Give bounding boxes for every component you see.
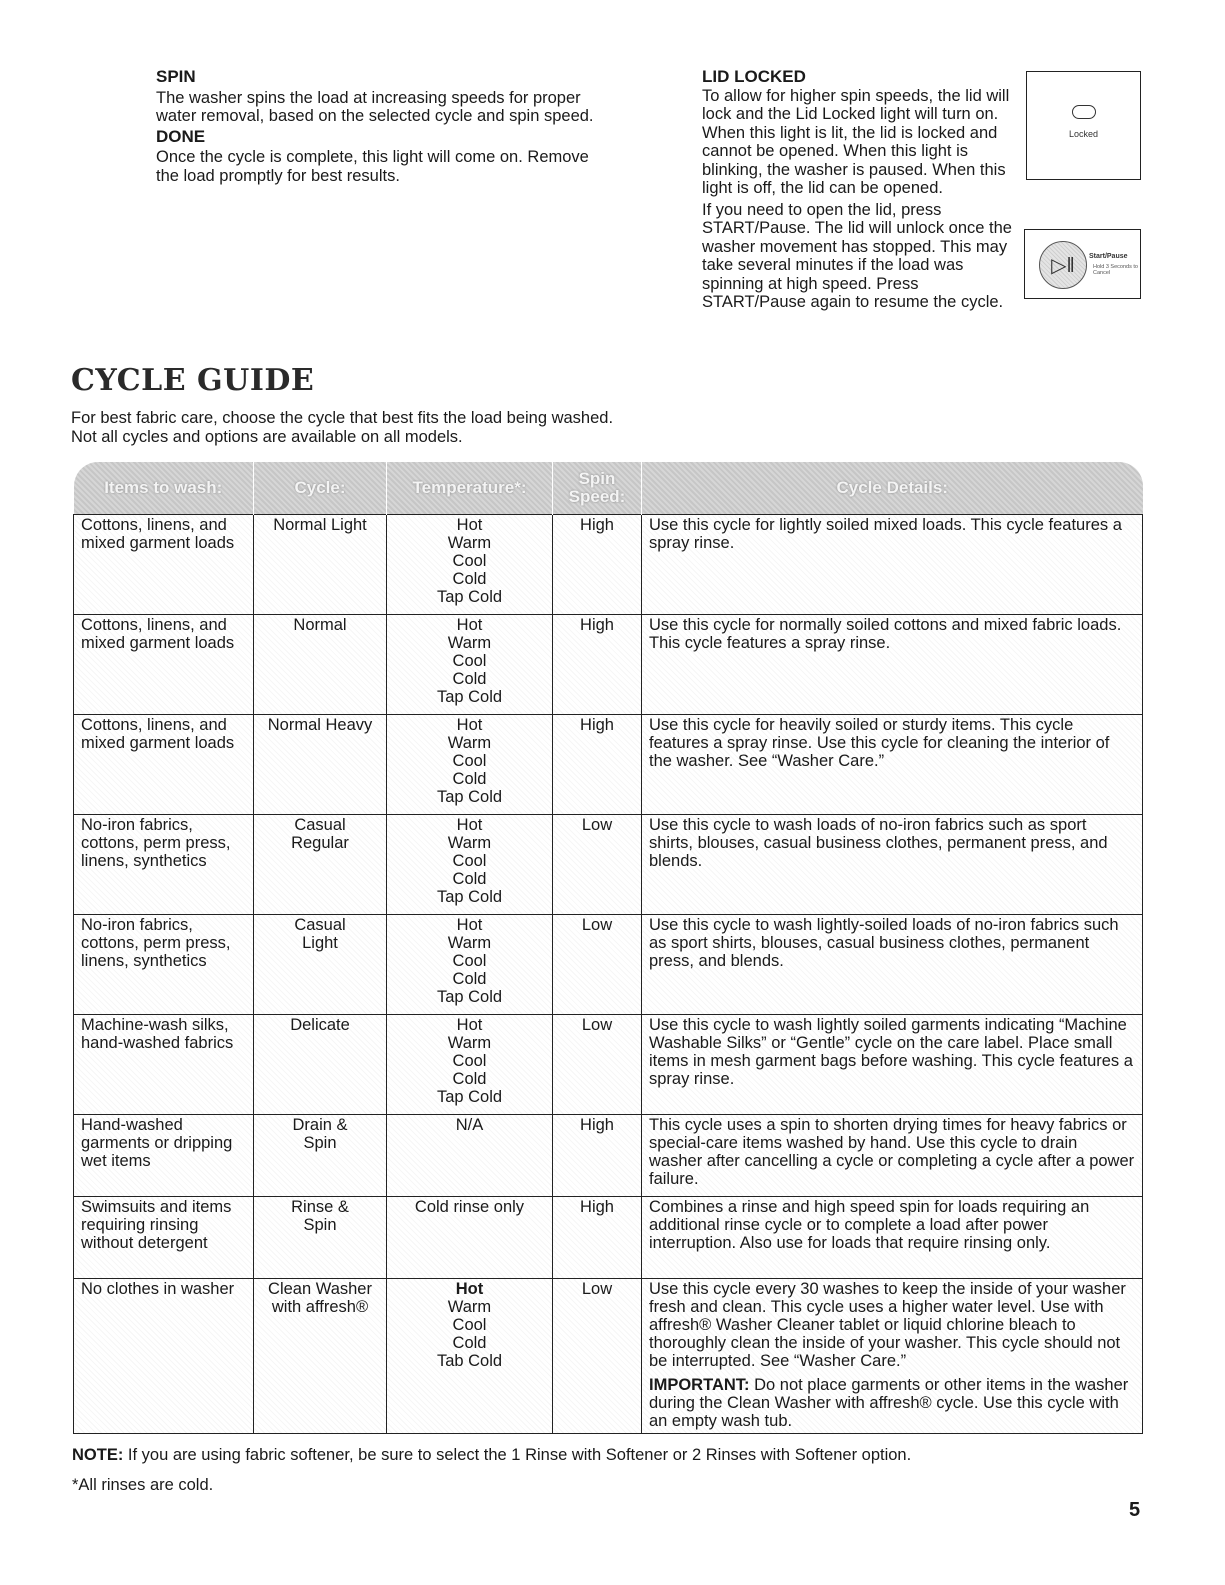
cell-details: Use this cycle to wash lightly-soiled loads of no-iron fabrics such as sport shirts, blouses, casual business clothes, permanent press, and blends. [642, 915, 1143, 1015]
cell-items: No-iron fabrics, cottons, perm press, linens, synthetics [74, 815, 254, 915]
cell-items: Cottons, linens, and mixed garment loads [74, 715, 254, 815]
cell-spin: High [553, 1115, 642, 1197]
cell-spin: Low [553, 815, 642, 915]
cycle-guide-table [73, 462, 1143, 1434]
temp-option: Warm [447, 534, 492, 552]
table-row [74, 715, 1143, 815]
cell-items: Hand-washed garments or dripping wet items [74, 1115, 254, 1197]
temp-option: Tab Cold [436, 1352, 503, 1370]
temp-option: Tap Cold [436, 788, 503, 806]
temp-option: Cool [452, 652, 487, 670]
temp-option: Warm [447, 734, 492, 752]
temp-option: Hot [456, 516, 483, 534]
locked-icon-label: Locked [1068, 129, 1099, 139]
done-title: DONE [156, 126, 206, 146]
header-spin-speed-text: Spin Speed: [568, 469, 626, 506]
cell-details: Use this cycle for heavily soiled or sturdy items. This cycle features a spray rinse. Use this cycle for cleaning the interior of the washer. See “Washer Care.” [642, 715, 1143, 815]
cell-temperature [387, 1115, 553, 1197]
play-pause-icon: ▷‖ [1039, 241, 1087, 289]
cell-cycle [254, 1115, 387, 1197]
cycle-name: Casual Light [294, 916, 346, 952]
temp-option: Tap Cold [436, 988, 503, 1006]
table-row [74, 1015, 1143, 1115]
header-spin-speed [553, 462, 642, 515]
temp-option: Hot [456, 916, 483, 934]
spin-title: SPIN [156, 67, 196, 86]
start-pause-icon-sublabel: Hold 3 Seconds to Cancel [1093, 264, 1138, 276]
temp-option: Tap Cold [436, 1088, 503, 1106]
temp-option: Hot [456, 1016, 483, 1034]
cell-details: This cycle uses a spin to shorten drying times for heavy fabrics or special-care items washed by hand. Use this cycle to drain washer after cancelling a cycle or completing a cycle after a power failure. [642, 1115, 1143, 1197]
cell-spin: High [553, 515, 642, 615]
locked-indicator-illustration [1026, 71, 1141, 180]
done-text: Once the cycle is complete, this light will come on. Remove the load promptly for best results. [156, 148, 589, 185]
important-label: IMPORTANT: [649, 1376, 750, 1394]
table-row [74, 1279, 1143, 1434]
important-note [649, 1376, 1135, 1430]
table-row [74, 615, 1143, 715]
cell-cycle [254, 815, 387, 915]
cell-cycle [254, 1279, 387, 1434]
temp-option: Cool [452, 752, 487, 770]
important-text: Do not place garments or other items in the washer during the Clean Washer with affresh® cycle. Use this cycle with an empty wash tub. [649, 1376, 1129, 1430]
cell-spin: High [553, 615, 642, 715]
cycle-name: Clean Washer with affresh® [268, 1280, 372, 1316]
temp-option: Cold [452, 1334, 487, 1352]
cell-items: No clothes in washer [74, 1279, 254, 1434]
cycle-guide-intro [71, 409, 871, 446]
cycle-name: Rinse & Spin [291, 1198, 349, 1234]
cell-details: Use this cycle for lightly soiled mixed loads. This cycle features a spray rinse. [642, 515, 1143, 615]
table-row [74, 1197, 1143, 1279]
temp-option: Tap Cold [436, 688, 503, 706]
cell-details [642, 1279, 1143, 1434]
cell-spin: Low [553, 1015, 642, 1115]
lid-locked-section [702, 68, 1017, 315]
temp-option: Cold [452, 770, 487, 788]
lid-locked-paragraph-2: If you need to open the lid, press START/Pause. The lid will unlock once the washer movement has stopped. This may take several minutes if the load was spinning at high speed. Press START/Pause again to resume the cycle. [702, 200, 1012, 311]
cell-temperature [387, 1197, 553, 1279]
temp-option: Cold [452, 970, 487, 988]
cell-items: Swimsuits and items requiring rinsing without detergent [74, 1197, 254, 1279]
table-row [74, 915, 1143, 1015]
page-number: 5 [1129, 1499, 1141, 1521]
temp-option: Tap Cold [436, 888, 503, 906]
cell-cycle: Normal Light [254, 515, 387, 615]
temp-option: Tap Cold [436, 588, 503, 606]
cell-temperature [387, 715, 553, 815]
temp-option: Cool [452, 1052, 487, 1070]
temp-option: Cool [452, 1316, 487, 1334]
cell-temperature [387, 1279, 553, 1434]
temp-option: Warm [447, 1298, 492, 1316]
table-row [74, 515, 1143, 615]
footnote: *All rinses are cold. [72, 1476, 214, 1494]
cell-items: Cottons, linens, and mixed garment loads [74, 615, 254, 715]
cell-temperature [387, 615, 553, 715]
temp-option: Cold [452, 670, 487, 688]
cell-spin: High [553, 715, 642, 815]
spin-text: The washer spins the load at increasing speeds for proper water removal, based on the selected cycle and spin speed. [156, 88, 594, 125]
temp-option: Warm [447, 834, 492, 852]
cell-temperature [387, 915, 553, 1015]
header-cycle-details: Cycle Details: [642, 462, 1143, 515]
temp-option: Cool [452, 852, 487, 870]
intro-line-2: Not all cycles and options are available on all models. [71, 427, 463, 446]
cell-temperature [387, 515, 553, 615]
temp-option: Cool [452, 552, 487, 570]
cell-spin: Low [553, 915, 642, 1015]
cell-details: Combines a rinse and high speed spin for loads requiring an additional rinse cycle or to complete a load after power interruption. Also use for loads that require rinsing only. [642, 1197, 1143, 1279]
temp-option: Hot [455, 1280, 484, 1298]
temp-option: Hot [456, 616, 483, 634]
temp-option: Cold [452, 570, 487, 588]
lock-light-icon [1072, 105, 1096, 119]
cell-temperature [387, 1015, 553, 1115]
cycle-guide-title: CYCLE GUIDE [71, 363, 315, 398]
header-cycle: Cycle: [254, 462, 387, 515]
lid-locked-title: LID LOCKED [702, 67, 806, 86]
details-text: Use this cycle every 30 washes to keep the inside of your washer fresh and clean. This cycle uses a higher water level. Use with affresh® Washer Cleaner tablet or liquid chlorine bleach to thoroughly clean the inside of your washer. This cycle should not be interrupted. See “Washer Care.” [649, 1280, 1126, 1370]
cell-cycle: Normal Heavy [254, 715, 387, 815]
table-header-row [74, 462, 1143, 515]
table-row [74, 815, 1143, 915]
temp-option: Cold [452, 870, 487, 888]
cell-details: Use this cycle for normally soiled cottons and mixed fabric loads. This cycle features a spray rinse. [642, 615, 1143, 715]
cell-items: Cottons, linens, and mixed garment loads [74, 515, 254, 615]
temp-option: Cold rinse only [414, 1198, 525, 1216]
cell-items: No-iron fabrics, cottons, perm press, linens, synthetics [74, 915, 254, 1015]
cell-details: Use this cycle to wash lightly soiled garments indicating “Machine Washable Silks” or “Gentle” cycle on the care label. Place small items in mesh garment bags before washing. This cycle features a spray rinse. [642, 1015, 1143, 1115]
cell-spin: Low [553, 1279, 642, 1434]
cell-cycle [254, 1197, 387, 1279]
cell-details: Use this cycle to wash loads of no-iron fabrics such as sport shirts, blouses, casual business clothes, permanent press, and blends. [642, 815, 1143, 915]
note-text: If you are using fabric softener, be sure to select the 1 Rinse with Softener or 2 Rinses with Softener option. [123, 1446, 912, 1464]
temp-option: Hot [456, 716, 483, 734]
header-items: Items to wash: [74, 462, 254, 515]
temp-option: Hot [456, 816, 483, 834]
cell-cycle: Delicate [254, 1015, 387, 1115]
start-pause-icon-label: Start/Pause [1089, 253, 1128, 260]
cell-cycle: Normal [254, 615, 387, 715]
cycle-name: Casual Regular [291, 816, 349, 852]
temp-option: Cold [452, 1070, 487, 1088]
note [72, 1446, 1152, 1465]
lid-locked-paragraph-1: To allow for higher spin speeds, the lid will lock and the Lid Locked light will turn on. When this light is lit, the lid is locked and cannot be opened. When this light is blinking, the washer is paused. When this light is off, the lid can be opened. [702, 86, 1010, 197]
cell-spin: High [553, 1197, 642, 1279]
start-pause-illustration [1024, 229, 1141, 299]
note-label: NOTE: [72, 1446, 124, 1464]
temp-option: Cool [452, 952, 487, 970]
cycle-name: Drain & Spin [292, 1116, 348, 1152]
header-temperature: Temperature*: [387, 462, 553, 515]
table-row [74, 1115, 1143, 1197]
cell-temperature [387, 815, 553, 915]
temp-option: Warm [447, 634, 492, 652]
spin-section [156, 68, 596, 185]
cell-cycle [254, 915, 387, 1015]
cell-items: Machine-wash silks, hand-washed fabrics [74, 1015, 254, 1115]
intro-line-1: For best fabric care, choose the cycle that best fits the load being washed. [71, 409, 614, 427]
temp-option: Warm [447, 934, 492, 952]
temp-option: Warm [447, 1034, 492, 1052]
temp-option: N/A [455, 1116, 484, 1134]
